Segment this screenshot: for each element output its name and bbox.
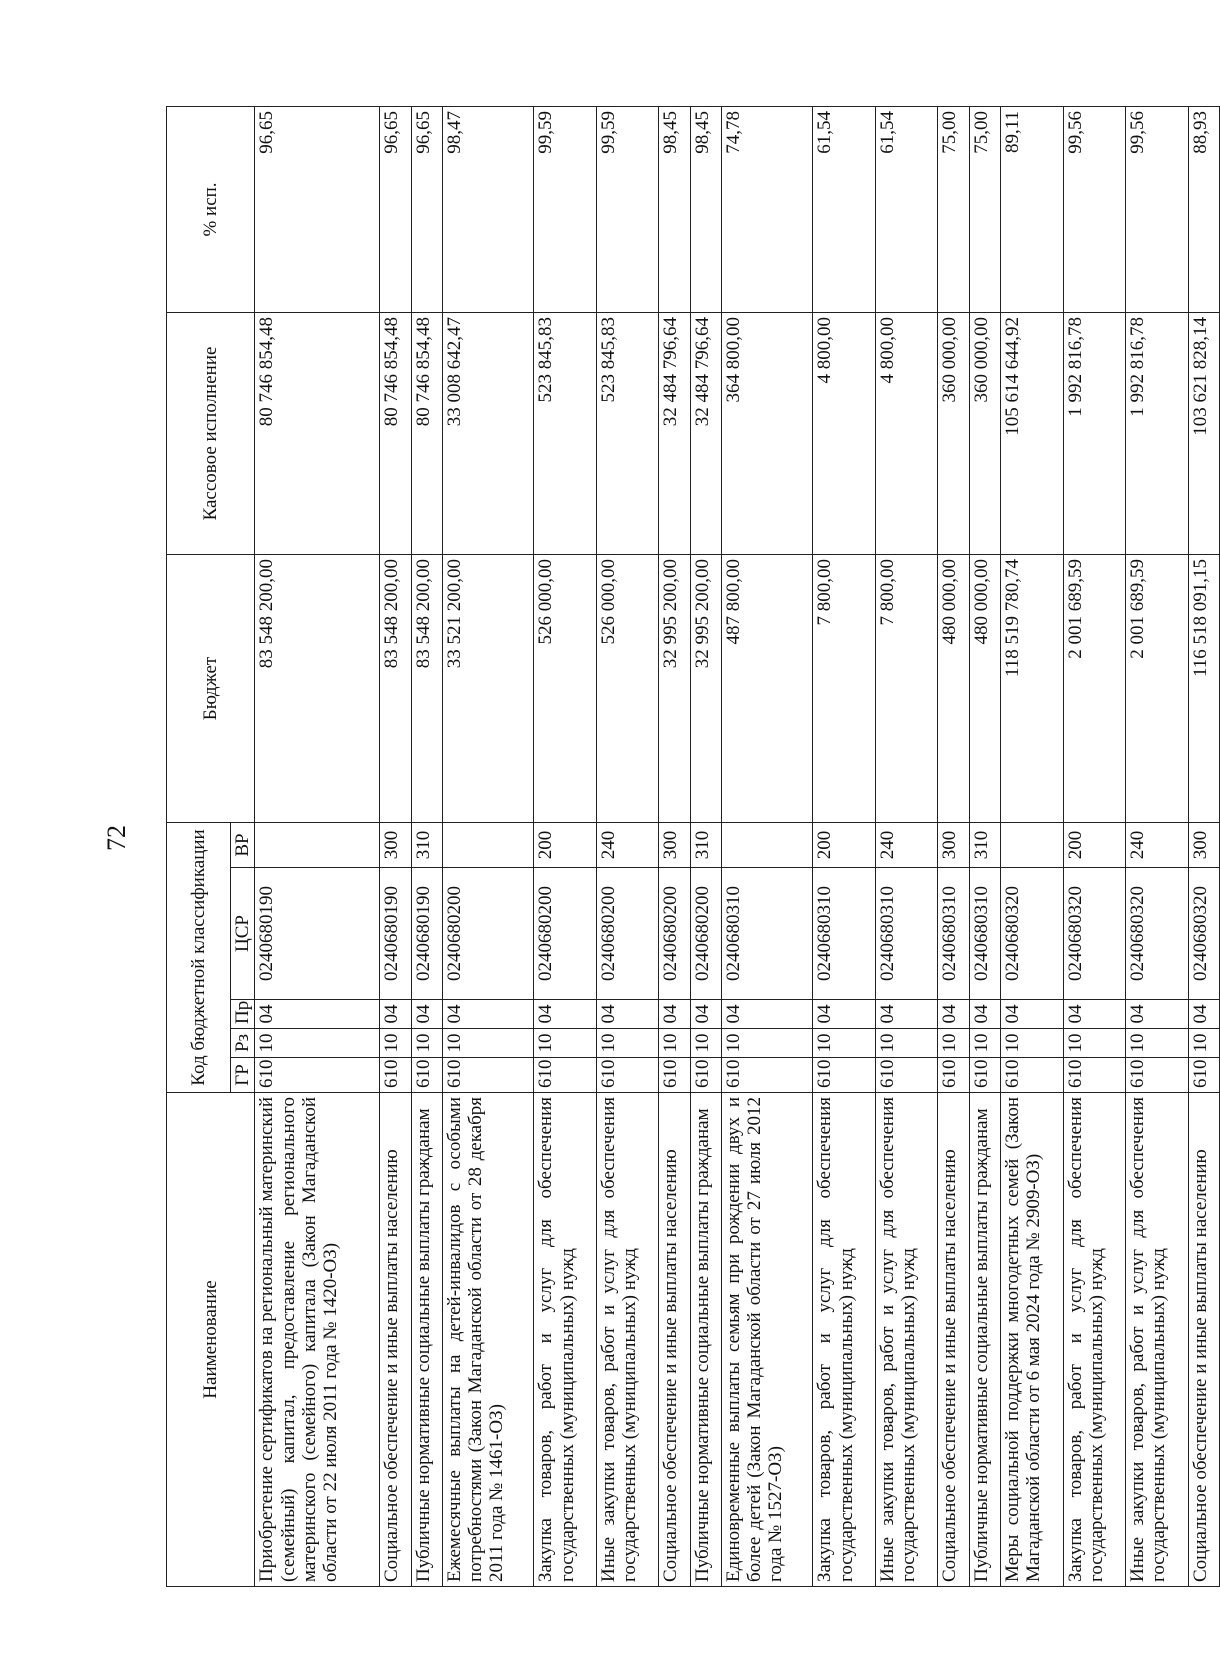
row-csr: 0240680310	[938, 868, 969, 1000]
row-vr: 240	[596, 822, 659, 867]
row-name: Единовременные выплаты семьям при рождении двух и более детей (Закон Магаданской области от 27 июля 2012 года № 1527-ОЗ)	[721, 1093, 812, 1587]
row-rz: 10	[255, 1029, 380, 1058]
row-pr: 04	[938, 1000, 969, 1029]
table-row	[1126, 106, 1189, 1586]
table-row	[1063, 106, 1126, 1586]
row-pr: 04	[534, 1000, 597, 1029]
table-row	[442, 106, 533, 1586]
row-rz: 10	[938, 1029, 969, 1058]
row-vr: 300	[659, 822, 690, 867]
row-cash: 103 621 828,14	[1188, 312, 1219, 554]
row-budget: 32 995 200,00	[690, 554, 721, 822]
rotated-table-wrapper	[166, 107, 1220, 1587]
header-pr: Пр	[231, 1000, 255, 1029]
table-row	[659, 106, 690, 1586]
row-vr: 300	[380, 822, 411, 867]
row-rz: 10	[534, 1029, 597, 1058]
row-vr: 310	[690, 822, 721, 867]
row-cash: 32 484 796,64	[690, 312, 721, 554]
row-cash: 360 000,00	[969, 312, 1000, 554]
row-vr	[1000, 822, 1063, 867]
row-rz: 10	[969, 1029, 1000, 1058]
row-gr: 610	[534, 1058, 597, 1093]
row-csr: 0240680200	[690, 868, 721, 1000]
row-csr: 0240680320	[1000, 868, 1063, 1000]
row-budget: 83 548 200,00	[380, 554, 411, 822]
row-budget: 480 000,00	[969, 554, 1000, 822]
table-row	[596, 106, 659, 1586]
row-percent: 99,56	[1126, 106, 1189, 312]
row-gr: 610	[380, 1058, 411, 1093]
row-csr: 0240680310	[875, 868, 938, 1000]
row-budget: 118 519 780,74	[1000, 554, 1063, 822]
row-gr: 610	[442, 1058, 533, 1093]
row-pr: 04	[442, 1000, 533, 1029]
table-row	[1188, 106, 1219, 1586]
row-pr: 04	[255, 1000, 380, 1029]
row-rz: 10	[721, 1029, 812, 1058]
row-percent: 96,65	[380, 106, 411, 312]
row-vr: 240	[1126, 822, 1189, 867]
row-name: Иные закупки товаров, работ и услуг для обеспечения государственных (муниципальных) нужд	[875, 1093, 938, 1587]
row-percent: 99,56	[1063, 106, 1126, 312]
row-vr: 200	[813, 822, 876, 867]
header-percent: % исп.	[167, 106, 255, 312]
row-name: Закупка товаров, работ и услуг для обеспечения государственных (муниципальных) нужд	[813, 1093, 876, 1587]
row-pr: 04	[690, 1000, 721, 1029]
row-gr: 610	[596, 1058, 659, 1093]
row-percent: 99,59	[596, 106, 659, 312]
row-gr: 610	[659, 1058, 690, 1093]
row-rz: 10	[1188, 1029, 1219, 1058]
row-gr: 610	[1188, 1058, 1219, 1093]
row-pr: 04	[1000, 1000, 1063, 1029]
row-vr: 200	[534, 822, 597, 867]
table-row	[380, 106, 411, 1586]
row-percent: 98,47	[442, 106, 533, 312]
page-number: 72	[102, 825, 131, 851]
row-pr: 04	[659, 1000, 690, 1029]
row-budget: 33 521 200,00	[442, 554, 533, 822]
table-row	[721, 106, 812, 1586]
row-percent: 75,00	[969, 106, 1000, 312]
row-cash: 32 484 796,64	[659, 312, 690, 554]
row-percent: 88,93	[1188, 106, 1219, 312]
row-pr: 04	[1188, 1000, 1219, 1029]
row-csr: 0240680200	[659, 868, 690, 1000]
row-name: Социальное обеспечение и иные выплаты населению	[938, 1093, 969, 1587]
row-name: Социальное обеспечение и иные выплаты населению	[380, 1093, 411, 1587]
row-pr: 04	[411, 1000, 442, 1029]
row-budget: 2 001 689,59	[1126, 554, 1189, 822]
row-cash: 4 800,00	[875, 312, 938, 554]
row-csr: 0240680190	[255, 868, 380, 1000]
row-pr: 04	[721, 1000, 812, 1029]
row-name: Иные закупки товаров, работ и услуг для обеспечения государственных (муниципальных) нужд	[596, 1093, 659, 1587]
row-vr	[442, 822, 533, 867]
row-percent: 98,45	[659, 106, 690, 312]
row-cash: 1 992 816,78	[1126, 312, 1189, 554]
header-cash-execution: Кассовое исполнение	[167, 312, 255, 554]
row-name: Закупка товаров, работ и услуг для обеспечения государственных (муниципальных) нужд	[1063, 1093, 1126, 1587]
row-pr: 04	[1126, 1000, 1189, 1029]
header-name: Наименование	[167, 1093, 255, 1587]
row-rz: 10	[690, 1029, 721, 1058]
row-budget: 526 000,00	[596, 554, 659, 822]
budget-execution-table	[166, 106, 1220, 1587]
table-row	[1000, 106, 1063, 1586]
row-gr: 610	[411, 1058, 442, 1093]
row-gr: 610	[875, 1058, 938, 1093]
row-cash: 364 800,00	[721, 312, 812, 554]
row-budget: 116 518 091,15	[1188, 554, 1219, 822]
table-row	[690, 106, 721, 1586]
row-csr: 0240680200	[442, 868, 533, 1000]
row-percent: 89,11	[1000, 106, 1063, 312]
row-gr: 610	[690, 1058, 721, 1093]
row-percent: 75,00	[938, 106, 969, 312]
row-name: Публичные нормативные социальные выплаты гражданам	[969, 1093, 1000, 1587]
row-rz: 10	[411, 1029, 442, 1058]
table-row	[875, 106, 938, 1586]
row-percent: 61,54	[875, 106, 938, 312]
row-percent: 74,78	[721, 106, 812, 312]
row-name: Социальное обеспечение и иные выплаты населению	[1188, 1093, 1219, 1587]
row-csr: 0240680320	[1188, 868, 1219, 1000]
header-gr: ГР	[231, 1058, 255, 1093]
row-pr: 04	[380, 1000, 411, 1029]
row-name: Публичные нормативные социальные выплаты гражданам	[411, 1093, 442, 1587]
row-percent: 98,45	[690, 106, 721, 312]
row-percent: 61,54	[813, 106, 876, 312]
row-gr: 610	[1000, 1058, 1063, 1093]
row-vr: 200	[1063, 822, 1126, 867]
row-rz: 10	[380, 1029, 411, 1058]
row-name: Закупка товаров, работ и услуг для обеспечения государственных (муниципальных) нужд	[534, 1093, 597, 1587]
row-csr: 0240680320	[1126, 868, 1189, 1000]
row-gr: 610	[255, 1058, 380, 1093]
row-cash: 33 008 642,47	[442, 312, 533, 554]
table-row	[411, 106, 442, 1586]
row-csr: 0240680310	[969, 868, 1000, 1000]
row-rz: 10	[875, 1029, 938, 1058]
row-percent: 96,65	[411, 106, 442, 312]
row-cash: 105 614 644,92	[1000, 312, 1063, 554]
header-budget: Бюджет	[167, 554, 255, 822]
row-vr: 300	[1188, 822, 1219, 867]
row-pr: 04	[875, 1000, 938, 1029]
row-csr: 0240680310	[813, 868, 876, 1000]
header-code-group: Код бюджетной классификации	[167, 822, 231, 1092]
table-row	[534, 106, 597, 1586]
row-budget: 487 800,00	[721, 554, 812, 822]
row-rz: 10	[1063, 1029, 1126, 1058]
row-percent: 96,65	[255, 106, 380, 312]
row-budget: 2 001 689,59	[1063, 554, 1126, 822]
row-pr: 04	[969, 1000, 1000, 1029]
row-name: Меры социальной поддержки многодетных семей (Закон Магаданской области от 6 мая 2024 года № 2909-ОЗ)	[1000, 1093, 1063, 1587]
row-budget: 83 548 200,00	[255, 554, 380, 822]
row-name: Публичные нормативные социальные выплаты гражданам	[690, 1093, 721, 1587]
row-pr: 04	[1063, 1000, 1126, 1029]
row-cash: 1 992 816,78	[1063, 312, 1126, 554]
row-rz: 10	[596, 1029, 659, 1058]
row-vr: 240	[875, 822, 938, 867]
row-rz: 10	[1126, 1029, 1189, 1058]
row-rz: 10	[813, 1029, 876, 1058]
row-budget: 7 800,00	[875, 554, 938, 822]
row-pr: 04	[813, 1000, 876, 1029]
row-csr: 0240680200	[596, 868, 659, 1000]
row-gr: 610	[721, 1058, 812, 1093]
row-csr: 0240680190	[380, 868, 411, 1000]
row-pr: 04	[596, 1000, 659, 1029]
row-vr	[255, 822, 380, 867]
table-row	[938, 106, 969, 1586]
row-gr: 610	[938, 1058, 969, 1093]
row-csr: 0240680320	[1063, 868, 1126, 1000]
header-vr: ВР	[231, 822, 255, 867]
row-vr: 310	[969, 822, 1000, 867]
row-budget: 83 548 200,00	[411, 554, 442, 822]
header-rz: Рз	[231, 1029, 255, 1058]
table-row	[813, 106, 876, 1586]
row-gr: 610	[1063, 1058, 1126, 1093]
row-rz: 10	[442, 1029, 533, 1058]
table-row	[255, 106, 380, 1586]
row-csr: 0240680200	[534, 868, 597, 1000]
row-budget: 526 000,00	[534, 554, 597, 822]
row-csr: 0240680310	[721, 868, 812, 1000]
row-name: Иные закупки товаров, работ и услуг для обеспечения государственных (муниципальных) нужд	[1126, 1093, 1189, 1587]
row-vr: 310	[411, 822, 442, 867]
row-cash: 80 746 854,48	[411, 312, 442, 554]
row-cash: 80 746 854,48	[255, 312, 380, 554]
row-cash: 80 746 854,48	[380, 312, 411, 554]
row-gr: 610	[969, 1058, 1000, 1093]
row-cash: 523 845,83	[596, 312, 659, 554]
row-name: Приобретение сертификатов на региональный материнский (семейный) капитал, предоставление регионального материнского (семейного) капитала (Закон Магаданской области от 22 июля 2011 года № 1420-ОЗ)	[255, 1093, 380, 1587]
row-cash: 360 000,00	[938, 312, 969, 554]
row-cash: 4 800,00	[813, 312, 876, 554]
row-vr	[721, 822, 812, 867]
row-name: Социальное обеспечение и иные выплаты населению	[659, 1093, 690, 1587]
row-budget: 32 995 200,00	[659, 554, 690, 822]
row-rz: 10	[659, 1029, 690, 1058]
table-header-row	[167, 106, 231, 1586]
row-gr: 610	[1126, 1058, 1189, 1093]
row-budget: 7 800,00	[813, 554, 876, 822]
row-csr: 0240680190	[411, 868, 442, 1000]
row-rz: 10	[1000, 1029, 1063, 1058]
row-vr: 300	[938, 822, 969, 867]
row-cash: 523 845,83	[534, 312, 597, 554]
table-row	[969, 106, 1000, 1586]
row-percent: 99,59	[534, 106, 597, 312]
row-gr: 610	[813, 1058, 876, 1093]
row-budget: 480 000,00	[938, 554, 969, 822]
header-csr: ЦСР	[231, 868, 255, 1000]
row-name: Ежемесячные выплаты на детей-инвалидов с особыми потребностями (Закон Магаданской области от 28 декабря 2011 года № 1461-ОЗ)	[442, 1093, 533, 1587]
